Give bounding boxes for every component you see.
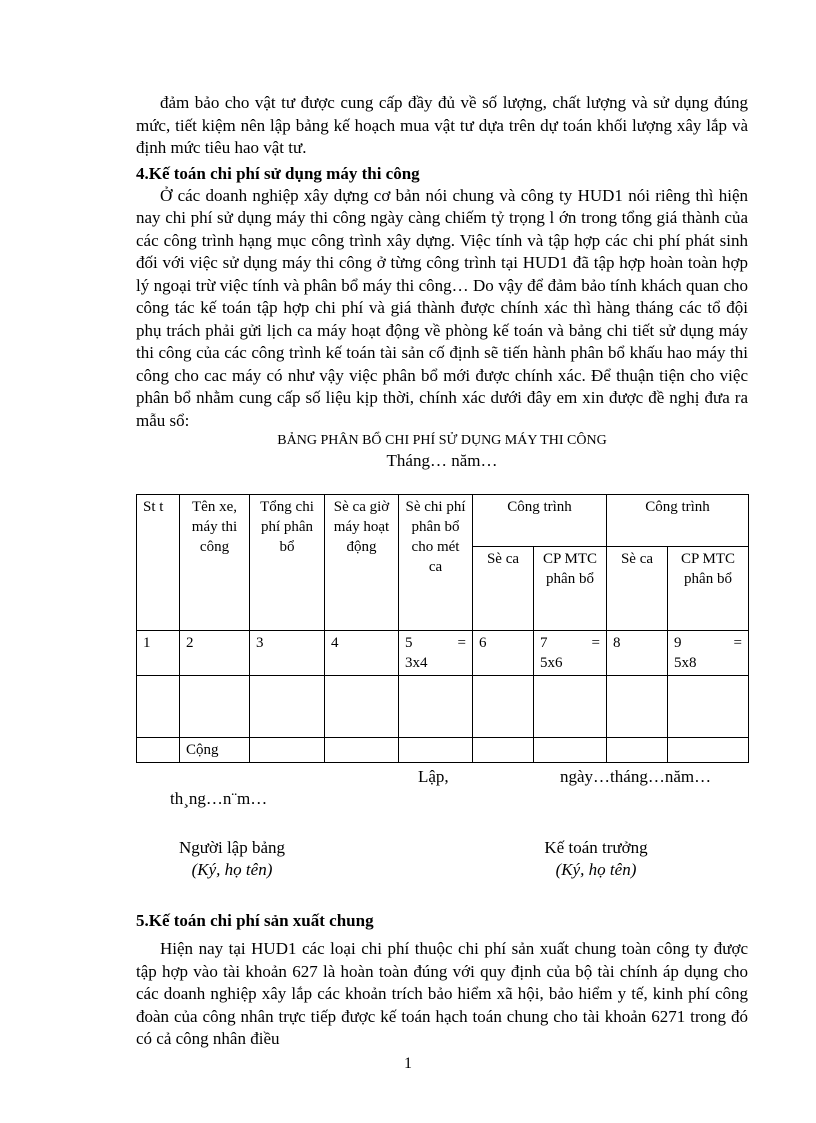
empty-cell (607, 738, 668, 763)
empty-cell (534, 738, 607, 763)
formula-9-num: 9 (674, 635, 682, 651)
preparer-title: Người lập bảng (178, 838, 286, 857)
col-number-2: 2 (180, 631, 250, 676)
empty-cell (325, 738, 399, 763)
col-number-6: 6 (473, 631, 534, 676)
col-number-4: 4 (325, 631, 399, 676)
formula-7-num: 7 (540, 635, 548, 651)
empty-cell (180, 676, 250, 738)
signature-block (136, 837, 748, 892)
chief-accountant-signature (526, 837, 666, 881)
col-number-1: 1 (137, 631, 180, 676)
header-cost-per-shift: Sè chi phí phân bổ cho mét ca (399, 495, 473, 631)
empty-cell (668, 738, 749, 763)
accountant-title: Kế toán trưởng (544, 838, 648, 857)
header-machine-name: Tên xe, máy thi công (180, 495, 250, 631)
empty-cell (137, 676, 180, 738)
preparer-signature (162, 837, 302, 881)
formula-7-expr: 5x6 (540, 655, 563, 671)
formula-5-num: 5 (405, 635, 413, 651)
page-number: 1 (404, 1055, 412, 1072)
table-header-row (137, 495, 749, 547)
col-number-7 (534, 631, 607, 676)
garbled-date-line (136, 789, 748, 811)
header-stt: St t (137, 495, 180, 631)
table-number-row (137, 631, 749, 676)
header-machine-hours: Sè ca giờ máy hoạt động (325, 495, 399, 631)
empty-cell (250, 738, 325, 763)
empty-cell (534, 676, 607, 738)
date-text: ngày…tháng…năm… (560, 767, 712, 786)
empty-cell (473, 738, 534, 763)
empty-cell (325, 676, 399, 738)
section-4-heading: 4.Kế toán chi phí sử dụng máy thi công (136, 163, 420, 183)
col-number-9 (668, 631, 749, 676)
subheader-mtc-cost-1: CP MTC phân bổ (534, 547, 607, 631)
header-total-cost: Tổng chi phí phân bổ (250, 495, 325, 631)
empty-cell (473, 676, 534, 738)
table-subtitle: Tháng… năm… (386, 451, 498, 470)
formula-9-expr: 5x8 (674, 655, 697, 671)
formula-9-eq: = (733, 635, 742, 651)
machine-cost-allocation-table (136, 494, 749, 763)
empty-cell (668, 676, 749, 738)
accountant-note (526, 859, 666, 881)
empty-cell (250, 676, 325, 738)
table-empty-row (137, 676, 749, 738)
empty-cell (137, 738, 180, 763)
header-project-1: Công trình (473, 495, 607, 547)
preparer-note-text: (Ký, họ tên) (191, 860, 273, 879)
subheader-shifts-1: Sè ca (473, 547, 534, 631)
empty-cell (607, 676, 668, 738)
section-5-heading: 5.Kế toán chi phí sản xuất chung (136, 911, 374, 930)
table-total-row (137, 738, 749, 763)
col-number-5 (399, 631, 473, 676)
section-4-paragraph: Ở các doanh nghiệp xây dựng cơ bản nói chung và công ty HUD1 nói riêng thì hiện nay chi phí sử dụng máy thi công ngày càng chiếm tỷ trọng l ớn trong tổng giá thành của các công trình hạng mục công trình xây dựng. Việc tính và tập hợp các chi phí phát sinh đối với việc sử dụng máy thi công ở từng công trình tại HUD1 đã tập hợp hoàn toàn hợp lý ngoại trừ việc tính và phân bổ máy thi công… Do vậy để đảm bảo tính khách quan cho công tác kế toán tập hợp chi phí và giá thành được chính xác thì hàng tháng các tổ đội phụ trách phải gửi lịch ca máy hoạt động về phòng kế toán và bảng chi tiết sử dụng máy thi công của các công trình kế toán tài sản cố định sẽ tiến hành phân bổ khấu hao máy thi công cho cac máy có như vậy việc phân bổ mới được chính xác. Để thuận tiện cho việc phân bổ nhằm cung cấp số liệu kịp thời, chính xác dưới đây em xin được đề nghị đưa ra mẫu sổ: (136, 185, 748, 430)
preparer-note (162, 859, 302, 881)
header-project-2: Công trình (607, 495, 749, 547)
accountant-note-text: (Ký, họ tên) (555, 860, 637, 879)
empty-cell (399, 738, 473, 763)
table-title: BẢNG PHÂN BỔ CHI PHÍ SỬ DỤNG MÁY THI CÔNG (277, 433, 607, 448)
formula-5-eq: = (457, 635, 466, 651)
col-number-8: 8 (607, 631, 668, 676)
date-line (136, 767, 748, 789)
empty-cell (399, 676, 473, 738)
col-number-3: 3 (250, 631, 325, 676)
subheader-mtc-cost-2: CP MTC phân bổ (668, 547, 749, 631)
garbled-date-text: th¸ng…n¨m… (170, 789, 268, 808)
section-5-paragraph: Hiện nay tại HUD1 các loại chi phí thuộc chi phí sản xuất chung toàn công ty được tập hợp vào tài khoản 627 là hoàn toàn đúng với quy định của bộ tài chính áp dụng cho các doanh nghiệp xây lắp các khoản trích bảo hiểm xã hội, bảo hiểm y tế, kinh phí công đoàn của công nhân trực tiếp được kế toán hạch toán chung cho tài khoản 6271 trong đó có cả công nhân điều (136, 939, 748, 1048)
intro-paragraph: đảm bảo cho vật tư được cung cấp đầy đủ về số lượng, chất lượng và sử dụng đúng mức, tiết kiệm nên lập bảng kế hoạch mua vật tư dựa trên dự toán khối lượng xây lắp và định mức tiêu hao vật tư. (136, 93, 748, 157)
prepared-label: Lập, (418, 767, 449, 786)
formula-5-expr: 3x4 (405, 655, 428, 671)
total-label: Cộng (180, 738, 250, 763)
document-page (136, 92, 748, 1051)
subheader-shifts-2: Sè ca (607, 547, 668, 631)
formula-7-eq: = (591, 635, 600, 651)
